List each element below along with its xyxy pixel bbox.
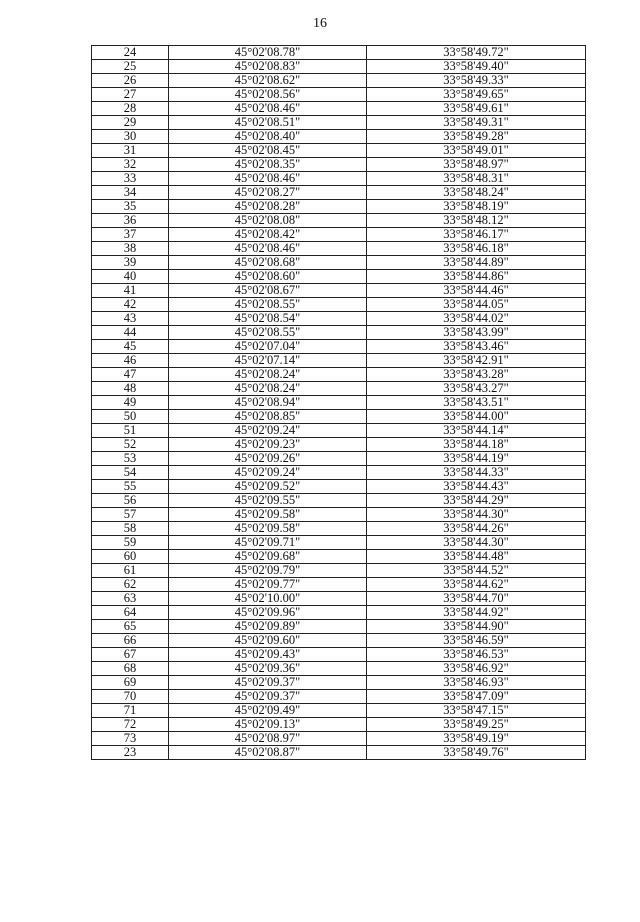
table-row [92,158,586,172]
table-row [92,88,586,102]
point-number-cell: 33 [92,172,169,186]
latitude-cell: 45°02'09.79" [169,564,367,578]
longitude-cell: 33°58'44.52" [367,564,586,578]
table-row [92,284,586,298]
longitude-cell: 33°58'44.29" [367,494,586,508]
table-row [92,144,586,158]
longitude-cell: 33°58'43.99" [367,326,586,340]
point-number-cell: 36 [92,214,169,228]
latitude-cell: 45°02'08.83" [169,60,367,74]
table-row [92,480,586,494]
latitude-cell: 45°02'08.68" [169,256,367,270]
table-row [92,564,586,578]
latitude-cell: 45°02'08.27" [169,186,367,200]
longitude-cell: 33°58'44.70" [367,592,586,606]
point-number-cell: 54 [92,466,169,480]
longitude-cell: 33°58'44.30" [367,508,586,522]
latitude-cell: 45°02'08.54" [169,312,367,326]
point-number-cell: 31 [92,144,169,158]
point-number-cell: 32 [92,158,169,172]
longitude-cell: 33°58'49.65" [367,88,586,102]
table-row [92,270,586,284]
latitude-cell: 45°02'09.23" [169,438,367,452]
latitude-cell: 45°02'08.85" [169,410,367,424]
point-number-cell: 24 [92,46,169,60]
point-number-cell: 55 [92,480,169,494]
table-row [92,676,586,690]
longitude-cell: 33°58'44.05" [367,298,586,312]
point-number-cell: 48 [92,382,169,396]
point-number-cell: 28 [92,102,169,116]
point-number-cell: 42 [92,298,169,312]
coordinates-table-body [92,46,586,760]
page-number: 16 [313,16,327,31]
latitude-cell: 45°02'09.49" [169,704,367,718]
point-number-cell: 63 [92,592,169,606]
table-row [92,46,586,60]
table-row [92,466,586,480]
table-row [92,396,586,410]
longitude-cell: 33°58'43.46" [367,340,586,354]
longitude-cell: 33°58'44.48" [367,550,586,564]
table-row [92,186,586,200]
longitude-cell: 33°58'44.46" [367,284,586,298]
latitude-cell: 45°02'08.46" [169,242,367,256]
longitude-cell: 33°58'48.12" [367,214,586,228]
table-row [92,312,586,326]
latitude-cell: 45°02'08.97" [169,732,367,746]
longitude-cell: 33°58'44.26" [367,522,586,536]
table-row [92,522,586,536]
point-number-cell: 39 [92,256,169,270]
latitude-cell: 45°02'08.78" [169,46,367,60]
point-number-cell: 49 [92,396,169,410]
table-row [92,256,586,270]
point-number-cell: 44 [92,326,169,340]
point-number-cell: 58 [92,522,169,536]
longitude-cell: 33°58'44.00" [367,410,586,424]
latitude-cell: 45°02'08.24" [169,368,367,382]
point-number-cell: 72 [92,718,169,732]
latitude-cell: 45°02'09.52" [169,480,367,494]
point-number-cell: 27 [92,88,169,102]
point-number-cell: 66 [92,634,169,648]
latitude-cell: 45°02'08.46" [169,172,367,186]
longitude-cell: 33°58'44.18" [367,438,586,452]
latitude-cell: 45°02'08.67" [169,284,367,298]
point-number-cell: 69 [92,676,169,690]
table-row [92,354,586,368]
longitude-cell: 33°58'49.19" [367,732,586,746]
longitude-cell: 33°58'44.14" [367,424,586,438]
point-number-cell: 61 [92,564,169,578]
table-row [92,718,586,732]
longitude-cell: 33°58'46.92" [367,662,586,676]
point-number-cell: 26 [92,74,169,88]
point-number-cell: 52 [92,438,169,452]
latitude-cell: 45°02'08.55" [169,298,367,312]
longitude-cell: 33°58'44.43" [367,480,586,494]
latitude-cell: 45°02'08.08" [169,214,367,228]
longitude-cell: 33°58'48.19" [367,200,586,214]
longitude-cell: 33°58'49.72" [367,46,586,60]
latitude-cell: 45°02'09.60" [169,634,367,648]
longitude-cell: 33°58'49.33" [367,74,586,88]
longitude-cell: 33°58'43.28" [367,368,586,382]
point-number-cell: 65 [92,620,169,634]
latitude-cell: 45°02'10.00" [169,592,367,606]
table-row [92,228,586,242]
point-number-cell: 40 [92,270,169,284]
point-number-cell: 57 [92,508,169,522]
longitude-cell: 33°58'49.28" [367,130,586,144]
table-row [92,214,586,228]
latitude-cell: 45°02'08.24" [169,382,367,396]
latitude-cell: 45°02'08.35" [169,158,367,172]
table-row [92,536,586,550]
latitude-cell: 45°02'08.87" [169,746,367,760]
point-number-cell: 70 [92,690,169,704]
point-number-cell: 43 [92,312,169,326]
table-row [92,242,586,256]
table-row [92,648,586,662]
table-row [92,746,586,760]
table-row [92,592,586,606]
table-row [92,606,586,620]
coordinates-table [91,45,586,760]
table-row [92,438,586,452]
latitude-cell: 45°02'09.13" [169,718,367,732]
latitude-cell: 45°02'09.71" [169,536,367,550]
table-row [92,704,586,718]
latitude-cell: 45°02'09.58" [169,508,367,522]
longitude-cell: 33°58'44.62" [367,578,586,592]
table-row [92,200,586,214]
table-row [92,424,586,438]
longitude-cell: 33°58'43.51" [367,396,586,410]
point-number-cell: 53 [92,452,169,466]
table-row [92,732,586,746]
longitude-cell: 33°58'46.18" [367,242,586,256]
point-number-cell: 59 [92,536,169,550]
point-number-cell: 25 [92,60,169,74]
table-row [92,508,586,522]
table-row [92,60,586,74]
point-number-cell: 60 [92,550,169,564]
point-number-cell: 47 [92,368,169,382]
latitude-cell: 45°02'08.46" [169,102,367,116]
longitude-cell: 33°58'46.93" [367,676,586,690]
longitude-cell: 33°58'44.02" [367,312,586,326]
table-row [92,130,586,144]
latitude-cell: 45°02'08.60" [169,270,367,284]
point-number-cell: 56 [92,494,169,508]
point-number-cell: 64 [92,606,169,620]
point-number-cell: 46 [92,354,169,368]
latitude-cell: 45°02'08.40" [169,130,367,144]
latitude-cell: 45°02'09.37" [169,690,367,704]
latitude-cell: 45°02'09.24" [169,424,367,438]
longitude-cell: 33°58'47.15" [367,704,586,718]
point-number-cell: 37 [92,228,169,242]
latitude-cell: 45°02'09.37" [169,676,367,690]
table-row [92,662,586,676]
latitude-cell: 45°02'08.56" [169,88,367,102]
longitude-cell: 33°58'48.31" [367,172,586,186]
table-row [92,340,586,354]
longitude-cell: 33°58'43.27" [367,382,586,396]
point-number-cell: 73 [92,732,169,746]
table-row [92,634,586,648]
latitude-cell: 45°02'08.51" [169,116,367,130]
longitude-cell: 33°58'49.01" [367,144,586,158]
latitude-cell: 45°02'09.55" [169,494,367,508]
latitude-cell: 45°02'08.94" [169,396,367,410]
latitude-cell: 45°02'07.14" [169,354,367,368]
point-number-cell: 23 [92,746,169,760]
latitude-cell: 45°02'08.45" [169,144,367,158]
point-number-cell: 67 [92,648,169,662]
latitude-cell: 45°02'09.58" [169,522,367,536]
table-row [92,172,586,186]
latitude-cell: 45°02'08.62" [169,74,367,88]
longitude-cell: 33°58'46.59" [367,634,586,648]
table-row [92,620,586,634]
point-number-cell: 30 [92,130,169,144]
table-row [92,494,586,508]
longitude-cell: 33°58'46.17" [367,228,586,242]
latitude-cell: 45°02'09.96" [169,606,367,620]
point-number-cell: 34 [92,186,169,200]
point-number-cell: 68 [92,662,169,676]
latitude-cell: 45°02'09.89" [169,620,367,634]
longitude-cell: 33°58'47.09" [367,690,586,704]
longitude-cell: 33°58'46.53" [367,648,586,662]
table-row [92,410,586,424]
point-number-cell: 71 [92,704,169,718]
longitude-cell: 33°58'44.92" [367,606,586,620]
longitude-cell: 33°58'42.91" [367,354,586,368]
latitude-cell: 45°02'09.43" [169,648,367,662]
longitude-cell: 33°58'44.19" [367,452,586,466]
table-row [92,690,586,704]
longitude-cell: 33°58'48.97" [367,158,586,172]
table-row [92,578,586,592]
longitude-cell: 33°58'49.61" [367,102,586,116]
table-row [92,382,586,396]
point-number-cell: 29 [92,116,169,130]
latitude-cell: 45°02'07.04" [169,340,367,354]
longitude-cell: 33°58'49.25" [367,718,586,732]
point-number-cell: 45 [92,340,169,354]
longitude-cell: 33°58'49.76" [367,746,586,760]
point-number-cell: 62 [92,578,169,592]
point-number-cell: 41 [92,284,169,298]
latitude-cell: 45°02'08.28" [169,200,367,214]
point-number-cell: 35 [92,200,169,214]
longitude-cell: 33°58'44.90" [367,620,586,634]
longitude-cell: 33°58'44.86" [367,270,586,284]
longitude-cell: 33°58'49.31" [367,116,586,130]
latitude-cell: 45°02'08.42" [169,228,367,242]
latitude-cell: 45°02'09.77" [169,578,367,592]
table-row [92,116,586,130]
point-number-cell: 51 [92,424,169,438]
table-row [92,368,586,382]
longitude-cell: 33°58'44.30" [367,536,586,550]
table-row [92,550,586,564]
table-row [92,298,586,312]
longitude-cell: 33°58'44.33" [367,466,586,480]
table-row [92,326,586,340]
table-row [92,74,586,88]
table-row [92,102,586,116]
latitude-cell: 45°02'09.26" [169,452,367,466]
latitude-cell: 45°02'09.68" [169,550,367,564]
longitude-cell: 33°58'44.89" [367,256,586,270]
table-row [92,452,586,466]
longitude-cell: 33°58'49.40" [367,60,586,74]
latitude-cell: 45°02'09.24" [169,466,367,480]
longitude-cell: 33°58'48.24" [367,186,586,200]
point-number-cell: 38 [92,242,169,256]
point-number-cell: 50 [92,410,169,424]
latitude-cell: 45°02'08.55" [169,326,367,340]
latitude-cell: 45°02'09.36" [169,662,367,676]
